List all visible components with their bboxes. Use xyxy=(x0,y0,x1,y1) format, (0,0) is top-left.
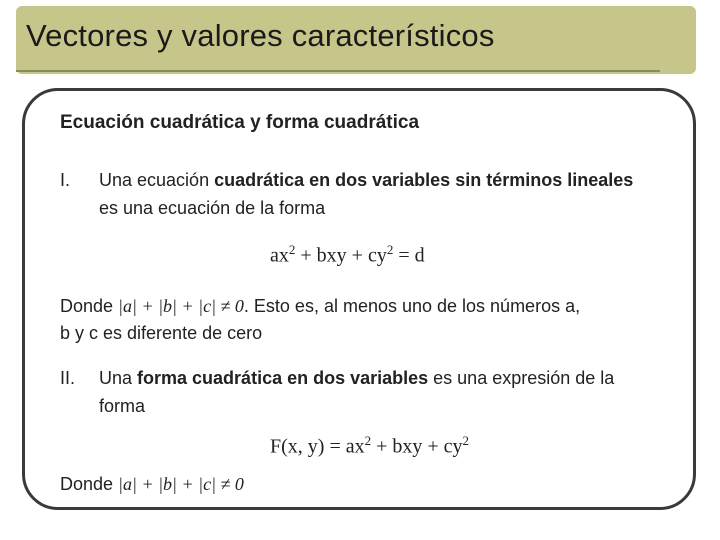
item-number-2: II. xyxy=(60,368,76,388)
item1-line1-bold: cuadrática en dos variables sin términos lineales xyxy=(214,170,634,190)
donde2-condition: |a| + |b| + |c| ≠ 0 xyxy=(118,474,244,494)
equation-1 xyxy=(270,242,425,268)
title-bar xyxy=(16,6,696,74)
item1-line2: es una ecuación de la forma xyxy=(99,198,326,218)
item-number-1: I. xyxy=(60,170,71,190)
eq1-exp2: 2 xyxy=(386,242,394,257)
item1-line1-text: Una ecuación xyxy=(99,170,215,190)
item2-line1-text: Una xyxy=(99,368,138,388)
donde2-prefix: Donde xyxy=(60,474,119,494)
item2-line1 xyxy=(99,368,614,389)
eq1-part2: + bxy + cy xyxy=(295,244,387,267)
donde1-line1 xyxy=(60,296,580,317)
eq2-part1: F(x, y) = ax xyxy=(270,435,365,458)
title-bar-underline xyxy=(16,70,660,72)
donde1-condition: |a| + |b| + |c| ≠ 0 xyxy=(118,296,244,316)
section-heading: Ecuación cuadrática y forma cuadrática xyxy=(60,112,420,133)
eq1-part3: = d xyxy=(393,244,425,267)
donde1-line2: b y c es diferente de cero xyxy=(60,323,263,343)
item2-line2: forma xyxy=(99,396,146,416)
eq1-part1: ax xyxy=(270,244,289,267)
eq2-part2: + bxy + cy xyxy=(371,435,463,458)
eq2-exp2: 2 xyxy=(462,433,470,448)
item1-line1 xyxy=(99,170,633,191)
donde1-suffix: . Esto es, al menos uno de los números a, xyxy=(243,296,581,316)
item2-line1-end: es una expresión de la xyxy=(428,368,615,388)
eq1-exp1: 2 xyxy=(288,242,296,257)
eq2-exp1: 2 xyxy=(364,433,372,448)
item2-line1-bold: forma cuadrática en dos variables xyxy=(137,368,429,388)
donde1-prefix: Donde xyxy=(60,296,119,316)
slide-title: Vectores y valores característicos xyxy=(26,18,495,53)
equation-2 xyxy=(270,433,469,459)
donde2-line xyxy=(60,474,244,495)
